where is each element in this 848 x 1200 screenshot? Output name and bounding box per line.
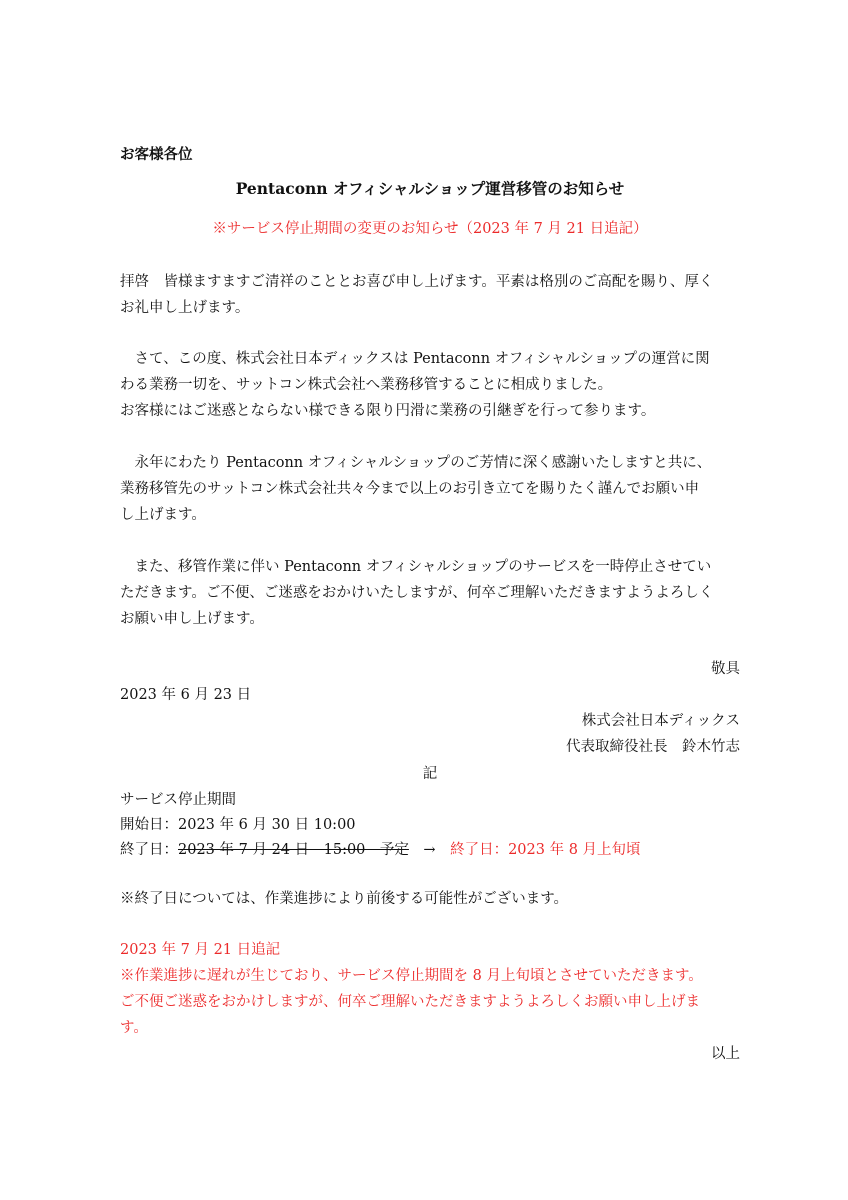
closing-keigu: 敬具 bbox=[711, 661, 740, 677]
document-date: 2023 年 6 月 23 日 bbox=[120, 687, 252, 703]
greeting-line-2: お礼申し上げます。 bbox=[120, 300, 250, 316]
ki-mark: 記 bbox=[422, 766, 438, 782]
paragraph2-line-1: 永年にわたり Pentaconn オフィシャルショップのご芳情に深く感謝いたしますと共に、 bbox=[120, 455, 712, 471]
addendum-line-3: す。 bbox=[120, 1020, 148, 1036]
end-old-date: 2023 年 7 月 24 日 15:00 予定 bbox=[178, 842, 409, 858]
company-name: 株式会社日本ディックス bbox=[581, 713, 740, 729]
addendum-line-1: ※作業進捗に遅れが生じており、サービス停止期間を 8 月上旬頃とさせていただきます。 bbox=[120, 968, 703, 984]
paragraph3-line-1: また、移管作業に伴い Pentaconn オフィシャルショップのサービスを一時停止させてい bbox=[120, 559, 712, 575]
paragraph3-line-3: お願い申し上げます。 bbox=[120, 611, 264, 627]
arrow: → bbox=[408, 842, 451, 858]
document-title: Pentaconn オフィシャルショップ運営移管のお知らせ bbox=[235, 179, 625, 198]
end-mark: 以上 bbox=[711, 1046, 740, 1062]
paragraph2-line-2: 業務移管先のサットコン株式会社共々今まで以上のお引き立てを賜りたく謹んでお願い申 bbox=[120, 481, 700, 497]
end-new-date: 終了日：2023 年 8 月上旬頃 bbox=[450, 842, 641, 858]
addressee: お客様各位 bbox=[120, 146, 193, 163]
paragraph1-line-2: わる業務一切を、サットコン株式会社へ業務移管することに相成りました。 bbox=[120, 377, 613, 393]
service-end bbox=[120, 836, 740, 865]
paragraph2-line-3: し上げます。 bbox=[120, 507, 206, 523]
service-start: 開始日：2023 年 6 月 30 日 10:00 bbox=[120, 817, 356, 833]
service-heading: サービス停止期間 bbox=[120, 792, 236, 808]
addendum-line-2: ご不便ご迷惑をおかけしますが、何卒ご理解いただきますようよろしくお願い申し上げま bbox=[120, 994, 700, 1010]
end-label: 終了日： bbox=[120, 842, 178, 858]
paragraph1-line-3: お客様にはご迷惑とならない様できる限り円滑に業務の引継ぎを行って参ります。 bbox=[120, 403, 656, 419]
end-date-note: ※終了日については、作業進捗により前後する可能性がございます。 bbox=[120, 891, 569, 907]
document-subtitle: ※サービス停止期間の変更のお知らせ（2023 年 7 月 21 日追記） bbox=[212, 221, 648, 237]
paragraph3-line-2: ただきます。ご不便、ご迷惑をおかけいたしますが、何卒ご理解いただきますようよろしく bbox=[120, 585, 714, 601]
greeting-line-1: 拝啓 皆様ますますご清祥のこととお喜び申し上げます。平素は格別のご高配を賜り、厚く bbox=[120, 274, 714, 290]
addendum-heading: 2023 年 7 月 21 日追記 bbox=[120, 942, 281, 958]
paragraph1-line-1: さて、この度、株式会社日本ディックスは Pentaconn オフィシャルショップの運営に関 bbox=[120, 351, 710, 367]
signatory: 代表取締役社長 鈴木竹志 bbox=[566, 739, 740, 755]
